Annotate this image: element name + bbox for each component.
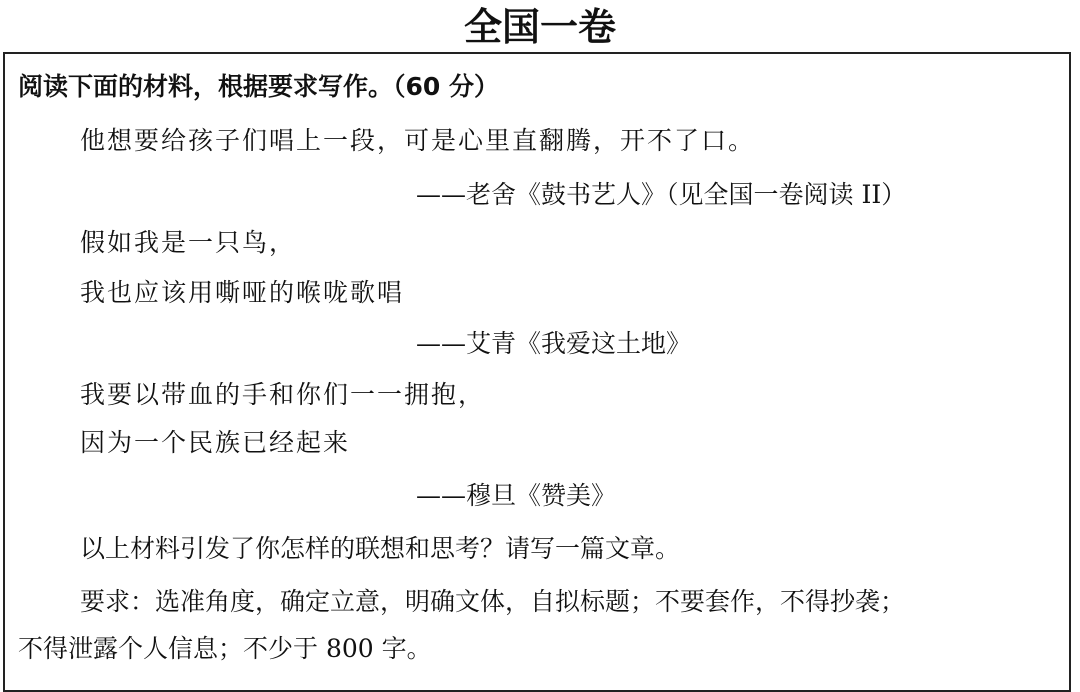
quote-3-source: ——穆旦《赞美》: [416, 481, 617, 510]
requirements-line-2: 不得泄露个人信息；不少于 800 字。: [18, 634, 432, 663]
quote-3-line-2: 因为一个民族已经起来: [80, 428, 351, 457]
quote-2-line-2: 我也应该用嘶哑的喉咙歌唱: [80, 278, 405, 307]
quote-1-line-1: 他想要给孩子们唱上一段，可是心里直翻腾，开不了口。: [80, 126, 756, 155]
prompt-text: 以上材料引发了你怎样的联想和思考？请写一篇文章。: [80, 534, 681, 563]
quote-2-line-1: 假如我是一只鸟，: [80, 228, 297, 257]
requirements-line-1: 要求：选准角度，确定立意，明确文体，自拟标题；不要套作，不得抄袭；: [80, 587, 906, 616]
page-title: 全国一卷: [463, 5, 616, 49]
quote-3-line-1: 我要以带血的手和你们一一拥抱，: [80, 380, 486, 409]
quote-2-source: ——艾青《我爱这土地》: [416, 329, 692, 358]
quote-1-source: ——老舍《鼓书艺人》（见全国一卷阅读 II）: [416, 180, 907, 209]
instruction-text: 阅读下面的材料，根据要求写作。（60 分）: [18, 72, 499, 101]
